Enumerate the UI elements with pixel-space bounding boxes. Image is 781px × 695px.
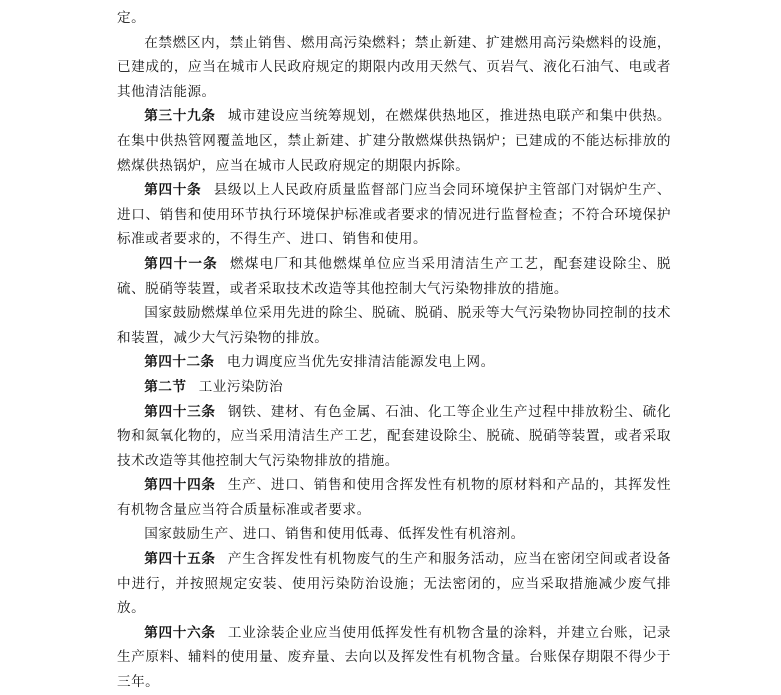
section-title: 工业污染防治 — [198, 378, 284, 395]
section-heading — [117, 375, 671, 400]
article-label: 第四十二条 — [144, 354, 215, 371]
article-label: 第四十三条 — [144, 403, 216, 420]
article-45 — [117, 547, 671, 621]
article-42 — [117, 350, 671, 375]
paragraph-text: 在禁燃区内，禁止销售、燃用高污染燃料；禁止新建、扩建燃用高污染燃料的设施，已建成的，应当在城市人民政府规定的期限内改用天然气、页岩气、液化石油气、电或者其他清洁能源。 — [117, 34, 671, 100]
section-label: 第二节 — [144, 378, 187, 395]
article-40 — [117, 178, 671, 252]
article-39 — [117, 104, 671, 178]
article-text: 产生含挥发性有机物废气的生产和服务活动，应当在密闭空间或者设备中进行，并按照规定安装、使用污染防治设施；无法密闭的，应当采取措施减少废气排放。 — [117, 551, 671, 617]
article-46 — [117, 621, 671, 695]
article-label: 第四十四条 — [144, 477, 216, 494]
article-label: 第四十五条 — [144, 551, 216, 568]
paragraph — [117, 522, 671, 547]
article-text: 钢铁、建材、有色金属、石油、化工等企业生产过程中排放粉尘、硫化物和氮氧化物的，应当采用清洁生产工艺，配套建设除尘、脱硫、脱硝等装置，或者采取技术改造等其他控制大气污染物排放的措施。 — [117, 403, 671, 469]
article-43 — [117, 400, 671, 474]
paragraph — [117, 31, 671, 105]
paragraph-continuation — [117, 6, 671, 31]
article-text: 城市建设应当统筹规划，在燃煤供热地区，推进热电联产和集中供热。在集中供热管网覆盖地区，禁止新建、扩建分散燃煤供热锅炉；已建成的不能达标排放的燃煤供热锅炉，应当在城市人民政府规定的期限内拆除。 — [117, 108, 671, 174]
article-label: 第四十一条 — [144, 255, 218, 272]
document-page — [117, 6, 671, 695]
article-text: 电力调度应当优先安排清洁能源发电上网。 — [226, 354, 495, 371]
article-text: 燃煤电厂和其他燃煤单位应当采用清洁生产工艺，配套建设除尘、脱硫、脱硝等装置，或者采取技术改造等其他控制大气污染物排放的措施。 — [117, 255, 672, 297]
article-label: 第三十九条 — [144, 108, 216, 125]
article-label: 第四十六条 — [144, 624, 216, 641]
article-label: 第四十条 — [144, 182, 202, 199]
article-44 — [117, 473, 671, 522]
paragraph-text: 定。 — [117, 10, 146, 26]
article-text: 县级以上人民政府质量监督部门应当会同环境保护主管部门对锅炉生产、进口、销售和使用环节执行环境保护标准或者要求的情况进行监督检查；不符合环境保护标准或者要求的，不得生产、进口、销售和使用。 — [117, 182, 672, 248]
article-text: 工业涂装企业应当使用低挥发性有机物含量的涂料，并建立台账，记录生产原料、辅料的使用量、废弃量、去向以及挥发性有机物含量。台账保存期限不得少于三年。 — [117, 624, 671, 691]
article-text: 生产、进口、销售和使用含挥发性有机物的原材料和产品的，其挥发性有机物含量应当符合质量标准或者要求。 — [117, 477, 671, 518]
paragraph — [117, 301, 671, 350]
article-41 — [117, 252, 671, 301]
paragraph-text: 国家鼓励生产、进口、销售和使用低毒、低挥发性有机溶剂。 — [144, 526, 525, 543]
paragraph-text: 国家鼓励燃煤单位采用先进的除尘、脱硫、脱硝、脱汞等大气污染物协同控制的技术和装置，减少大气污染物的排放。 — [117, 305, 671, 346]
